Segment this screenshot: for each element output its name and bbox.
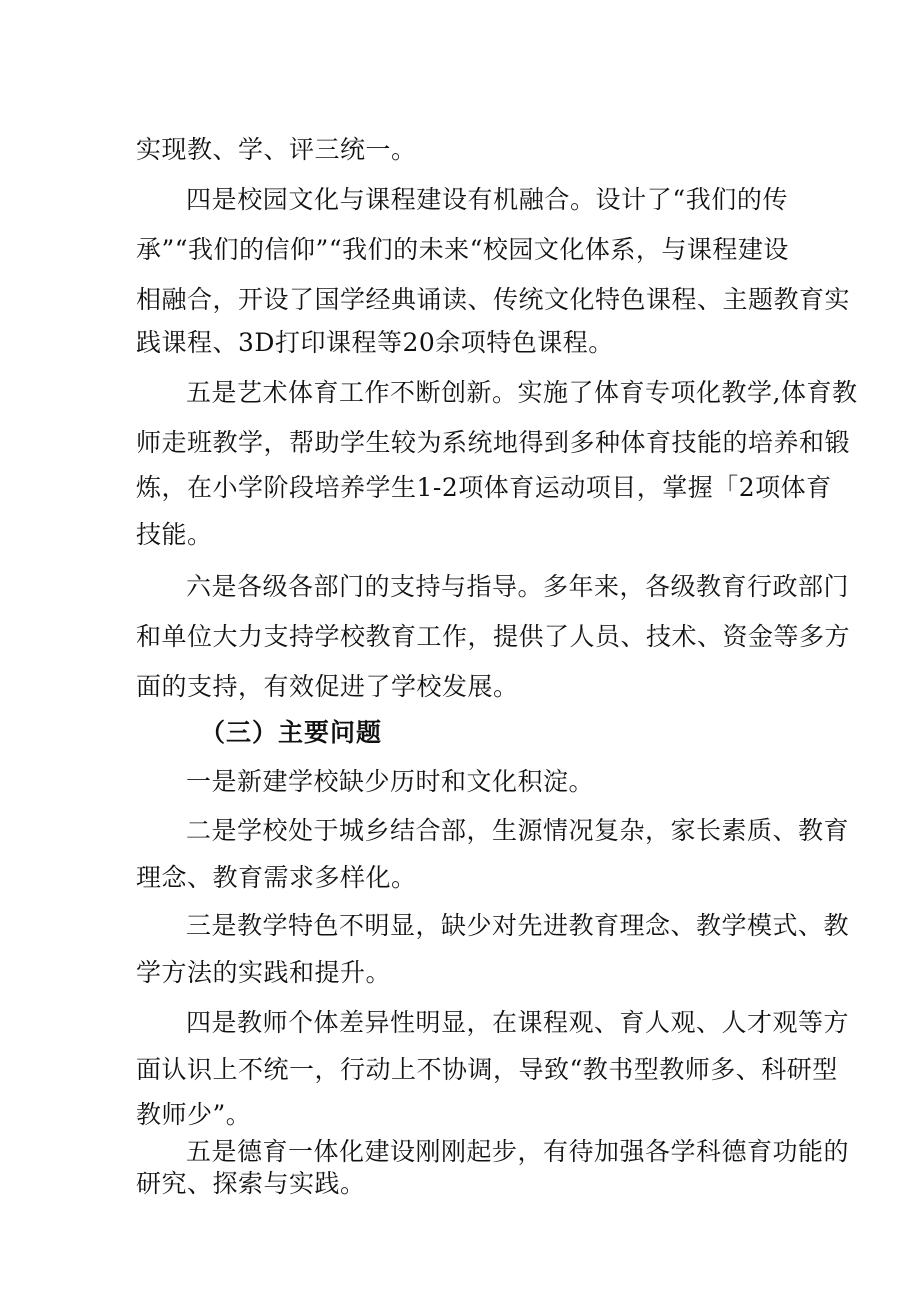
text-line: 六是各级各部门的支持与指导。多年来，各级教育行政部门	[186, 572, 850, 601]
text-line: 学方法的实践和提升。	[136, 958, 392, 987]
text-line: 实现教、学、评三统一。	[136, 135, 417, 164]
text-line: 技能。	[136, 520, 213, 549]
text-line: 和单位大力支持学校教育工作，提供了人员、技术、资金等多方	[136, 622, 851, 651]
text-line: 践课程、3D打印课程等20余项特色课程。	[136, 328, 614, 357]
text-line: 理念、教育需求多样化。	[136, 863, 417, 892]
text-line: 四是校园文化与课程建设有机融合。设计了“我们的传	[186, 185, 788, 214]
text-line: 五是艺术体育工作不断创新。实施了体育专项化教学,体育教	[186, 378, 858, 407]
text-line: 研究、探索与实践。	[136, 1169, 366, 1198]
text-line: 炼，在小学阶段培养学生1-2项体育运动项目，掌握「2项体育	[136, 473, 832, 502]
text-line: 相融合，开设了国学经典诵读、传统文化特色课程、主题教育实	[136, 285, 851, 314]
text-line: 三是教学特色不明显，缺少对先进教育理念、教学模式、教	[186, 911, 850, 940]
section-heading: （三）主要问题	[200, 718, 383, 747]
text-line: 师走班教学，帮助学生较为系统地得到多种体育技能的培养和锻	[136, 428, 851, 457]
text-line: 教师少”。	[136, 1100, 252, 1129]
text-line: 一是新建学校缺少历时和文化积淀。	[186, 767, 595, 796]
text-line: 四是教师个体差异性明显，在课程观、育人观、人才观等方	[186, 1008, 850, 1037]
text-line: 面的支持，有效促进了学校发展。	[136, 672, 519, 701]
text-line: 面认识上不统一，行动上不协调，导致“教书型教师多、科研型	[136, 1055, 838, 1084]
text-line: 二是学校处于城乡结合部，生源情况复杂，家长素质、教育	[186, 816, 850, 845]
text-line: 五是德育一体化建设刚刚起步，有待加强各学科德育功能的	[186, 1137, 850, 1166]
text-line: 承”“我们的信仰”“我们的未来“校园文化体系，与课程建设	[136, 235, 789, 264]
